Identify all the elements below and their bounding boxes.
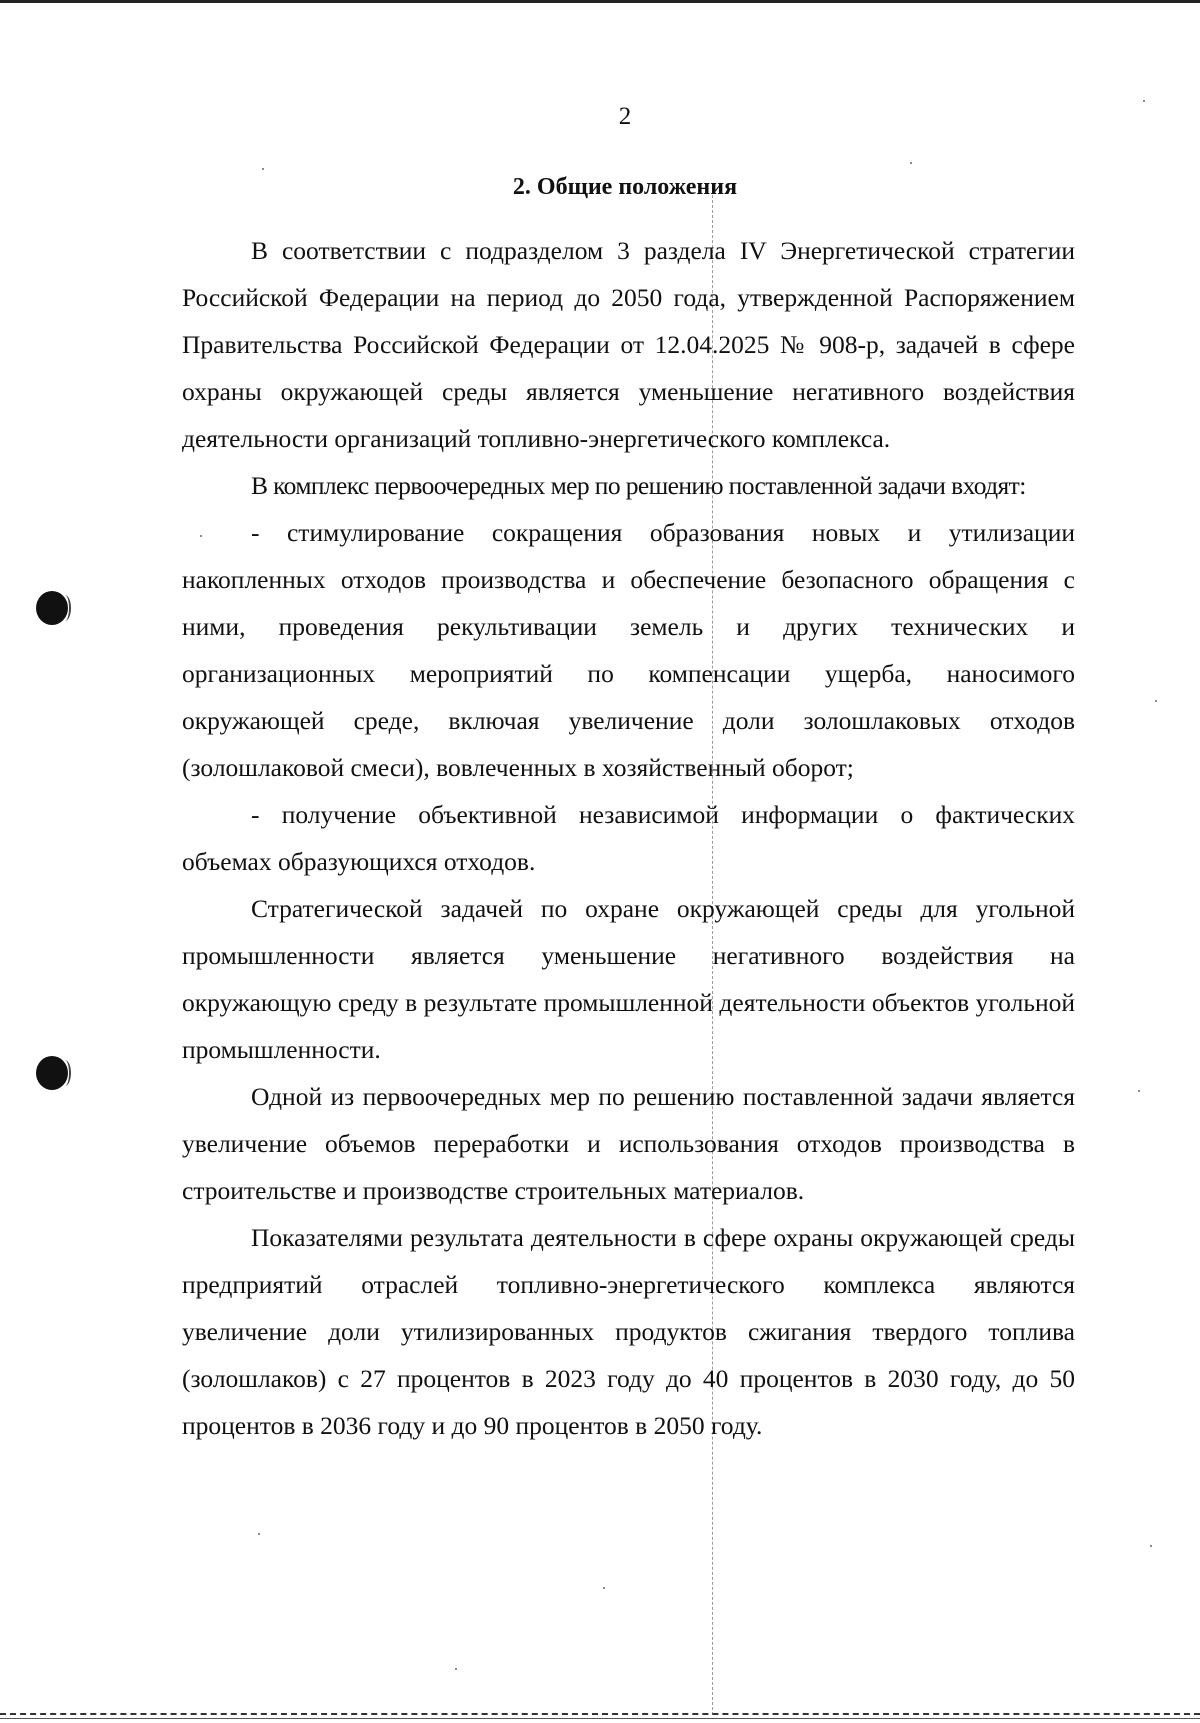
page-number: 2 [618,103,632,130]
punch-hole-icon [36,1056,68,1090]
paragraph: Стратегической задачей по охране окружающей среды для угольной промышленности является уменьшение негативного воздействия на окружающую среду в результате промышленной деятельности объектов угольной промышленности. [182,894,1075,1064]
scan-speck [258,1533,260,1535]
section-title: 2. Общие положения [512,174,738,200]
scan-speck [455,1668,457,1670]
scan-speck [1155,700,1157,702]
scan-bottom-edge [0,1713,1200,1715]
paragraph: Показателями результата деятельности в сфере охраны окружающей среды предприятий отраслей топливно-энергетического комплекса являются увеличение доли утилизированных продуктов сжигания твердого топлива (золошлаков) с 27 процентов в 2023 году до 40 процентов в 2030 году, до 50 процентов в 2036 году и до 90 процентов в 2050 году. [182,1223,1075,1440]
paragraph: В соответствии с подразделом 3 раздела IV Энергетической стратегии Российской Федерации на период до 2050 года, утвержденной Распоряжением Правительства Российской Федерации от 12.04.2025 № 908-р, задачей в сфере охраны окружающей среды является уменьшение негативного воздействия деятельности организаций топливно-энергетического комплекса. [182,236,1075,453]
punch-hole-icon [36,591,68,625]
scan-top-edge [0,0,1200,3]
scan-speck [910,162,912,164]
scan-bottom-edge [0,1718,1200,1719]
paragraph: Одной из первоочередных мер по решению поставленной задачи является увеличение объемов переработки и использования отходов производства в строительстве и производстве строительных материалов. [182,1082,1075,1205]
paragraph: - получение объективной независимой информации о фактических объемах образующихся отходов. [182,800,1075,876]
paragraph: - стимулирование сокращения образования новых и утилизации накопленных отходов производства и обеспечение безопасного обращения с ними, проведения рекультивации земель и других технических и организационных мероприятий по компенсации ущерба, наносимого окружающей среде, включая увеличение доли золошлаковых отходов (золошлаковой смеси), вовлеченных в хозяйственный оборот; [182,518,1075,782]
paragraph: В комплекс первоочередных мер по решению поставленной задачи входят: [251,471,1026,500]
scan-speck [1150,1545,1152,1547]
document-body [182,227,1075,1449]
scan-speck [1138,1090,1140,1092]
scan-speck [603,1587,605,1589]
scan-speck [262,168,264,170]
